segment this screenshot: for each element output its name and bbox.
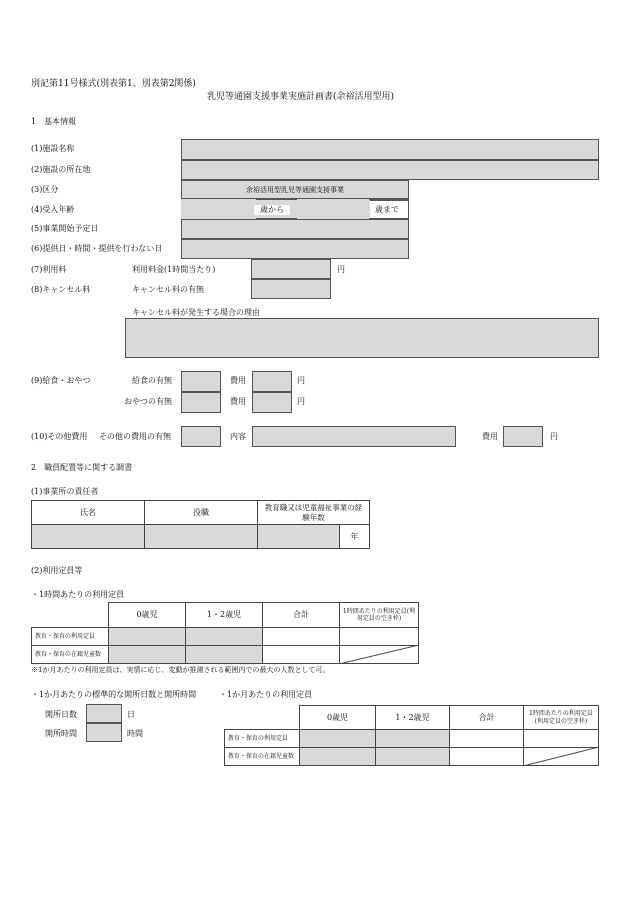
- manager-position-field[interactable]: [144, 524, 258, 549]
- monthly-capacity-total[interactable]: [449, 729, 524, 748]
- other-cost-unit: 円: [550, 432, 558, 441]
- service-days-field[interactable]: [181, 239, 409, 259]
- age-from-text: 歳から: [254, 205, 290, 215]
- monthly-row-enrolled-label: 教育・保育の在籍児童数: [224, 747, 300, 766]
- monthly-col-per-hour: 1時間あたりの利用定員(利用定員の空き枠): [523, 705, 599, 730]
- monthly-capacity-per-hour[interactable]: [523, 729, 599, 748]
- monthly-col-total: 合計: [449, 705, 524, 730]
- age-label: (4)受入年齢: [31, 205, 75, 214]
- manager-year-unit: 年: [339, 524, 370, 549]
- service-days-label: (6)提供日・時間・提供を行わない日: [31, 244, 163, 253]
- manager-header-position: 役職: [144, 500, 258, 525]
- section-2-heading: 2 職員配置等に関する調書: [31, 463, 133, 472]
- facility-name-label: (1)施設名称: [31, 144, 75, 153]
- open-hours-label: 開所時間: [45, 729, 77, 738]
- snack-cost-label: 費用: [230, 397, 246, 406]
- monthly-capacity-12[interactable]: [375, 729, 450, 748]
- manager-header-experience: 教育職又は児童福祉事業の経験年数: [257, 500, 370, 525]
- open-days-field[interactable]: [86, 704, 122, 723]
- cancel-label: (8)キャンセル料: [31, 285, 91, 294]
- monthly-enrolled-12[interactable]: [375, 747, 450, 766]
- section-1-heading: 1 基本情報: [31, 117, 77, 126]
- cancel-reason-field[interactable]: [125, 318, 599, 358]
- fee-field[interactable]: [251, 259, 331, 279]
- monthly-col-0: 0歳児: [299, 705, 376, 730]
- other-presence-field[interactable]: [181, 426, 221, 447]
- open-days-label: 開所日数: [45, 710, 77, 719]
- capacity-label: (2)利用定員等: [31, 566, 83, 575]
- open-hours-field[interactable]: [86, 723, 122, 742]
- meal-presence-label: 給食の有無: [132, 376, 172, 385]
- manager-label: (1)事業所の責任者: [31, 487, 99, 496]
- page-title: 乳児等通園支援事業実施計画書(余裕活用型用): [207, 92, 395, 102]
- monthly-capacity-0[interactable]: [299, 729, 376, 748]
- meal-cost-unit: 円: [297, 376, 305, 385]
- other-content-label: 内容: [230, 432, 246, 441]
- monthly-enrolled-total[interactable]: [449, 747, 524, 766]
- other-cost-field[interactable]: [503, 426, 543, 447]
- hourly-enrolled-0[interactable]: [108, 645, 186, 664]
- fee-unit: 円: [337, 265, 345, 274]
- hourly-diagonal-line: [339, 645, 419, 664]
- category-value: 余裕活用型乳児等通園支援事業: [246, 185, 344, 194]
- facility-name-field[interactable]: [181, 139, 599, 160]
- hourly-col-per-hour: 1時間あたりの利用定員(利用定員の空き枠): [339, 602, 419, 628]
- start-date-label: (5)事業開始予定日: [31, 224, 99, 233]
- snack-presence-label: おやつの有無: [124, 397, 172, 406]
- snack-presence-field[interactable]: [181, 392, 221, 413]
- category-field: [181, 180, 409, 199]
- hourly-col-total: 合計: [262, 602, 340, 628]
- cancel-field[interactable]: [251, 279, 331, 299]
- hourly-enrolled-12[interactable]: [185, 645, 263, 664]
- monthly-diagonal-line: [523, 747, 599, 766]
- snack-cost-field[interactable]: [252, 392, 292, 413]
- age-to-text: 歳まで: [370, 200, 409, 219]
- facility-address-label: (2)施設の所在地: [31, 165, 91, 174]
- hourly-capacity-0[interactable]: [108, 627, 186, 646]
- open-days-unit: 日: [127, 710, 135, 719]
- meal-cost-label: 費用: [230, 376, 246, 385]
- age-from-field[interactable]: [181, 199, 256, 219]
- hourly-enrolled-total[interactable]: [262, 645, 340, 664]
- manager-experience-field[interactable]: [257, 524, 340, 549]
- monthly-col-1: 1・2歳児: [375, 705, 450, 730]
- capacity-note: ※1か月あたりの利用定員は、実情に応じ、変動が推測される範囲内での最大の人数として可。: [31, 666, 330, 674]
- monthly-enrolled-0[interactable]: [299, 747, 376, 766]
- age-to-field[interactable]: [297, 199, 369, 219]
- meals-label: (9)給食・おやつ: [31, 376, 91, 385]
- other-content-field[interactable]: [252, 426, 456, 447]
- other-cost-label: (10)その他費用: [31, 432, 88, 441]
- meal-cost-field[interactable]: [252, 371, 292, 392]
- hourly-capacity-per-hour[interactable]: [339, 627, 419, 646]
- form-number: 別記第11号様式(別表第1、別表第2関係): [31, 79, 196, 89]
- standard-open-label: ・1か月あたりの標準的な開所日数と開所時間: [31, 690, 197, 699]
- cancel-sub-label: キャンセル料の有無: [132, 285, 204, 294]
- manager-name-field[interactable]: [31, 524, 145, 549]
- hourly-col-1: 1・2歳児: [185, 602, 263, 628]
- hourly-row-enrolled-label: 教育・保育の在籍児童数: [31, 645, 109, 664]
- monthly-row-capacity-label: 教育・保育の利用定員: [224, 729, 300, 748]
- hourly-row-capacity-label: 教育・保育の利用定員: [31, 627, 109, 646]
- open-hours-unit: 時間: [127, 729, 143, 738]
- manager-header-name: 氏名: [31, 500, 145, 525]
- other-presence-label: その他の費用の有無: [99, 432, 171, 441]
- meal-presence-field[interactable]: [181, 371, 221, 392]
- start-date-field[interactable]: [181, 219, 409, 239]
- category-label: (3)区分: [31, 185, 59, 194]
- fee-sub-label: 利用料金(1時間当たり): [132, 265, 216, 274]
- facility-address-field[interactable]: [181, 160, 599, 180]
- other-cost-sub-label: 費用: [482, 432, 498, 441]
- snack-cost-unit: 円: [297, 397, 305, 406]
- cancel-reason-label: キャンセル料が発生する場合の理由: [132, 308, 260, 317]
- hourly-col-0: 0歳児: [108, 602, 186, 628]
- monthly-capacity-label: ・1か月あたりの利用定員: [219, 690, 313, 699]
- hourly-capacity-label: ・1時間あたりの利用定員: [31, 590, 125, 599]
- hourly-capacity-total[interactable]: [262, 627, 340, 646]
- hourly-capacity-12[interactable]: [185, 627, 263, 646]
- fee-label: (7)利用料: [31, 265, 67, 274]
